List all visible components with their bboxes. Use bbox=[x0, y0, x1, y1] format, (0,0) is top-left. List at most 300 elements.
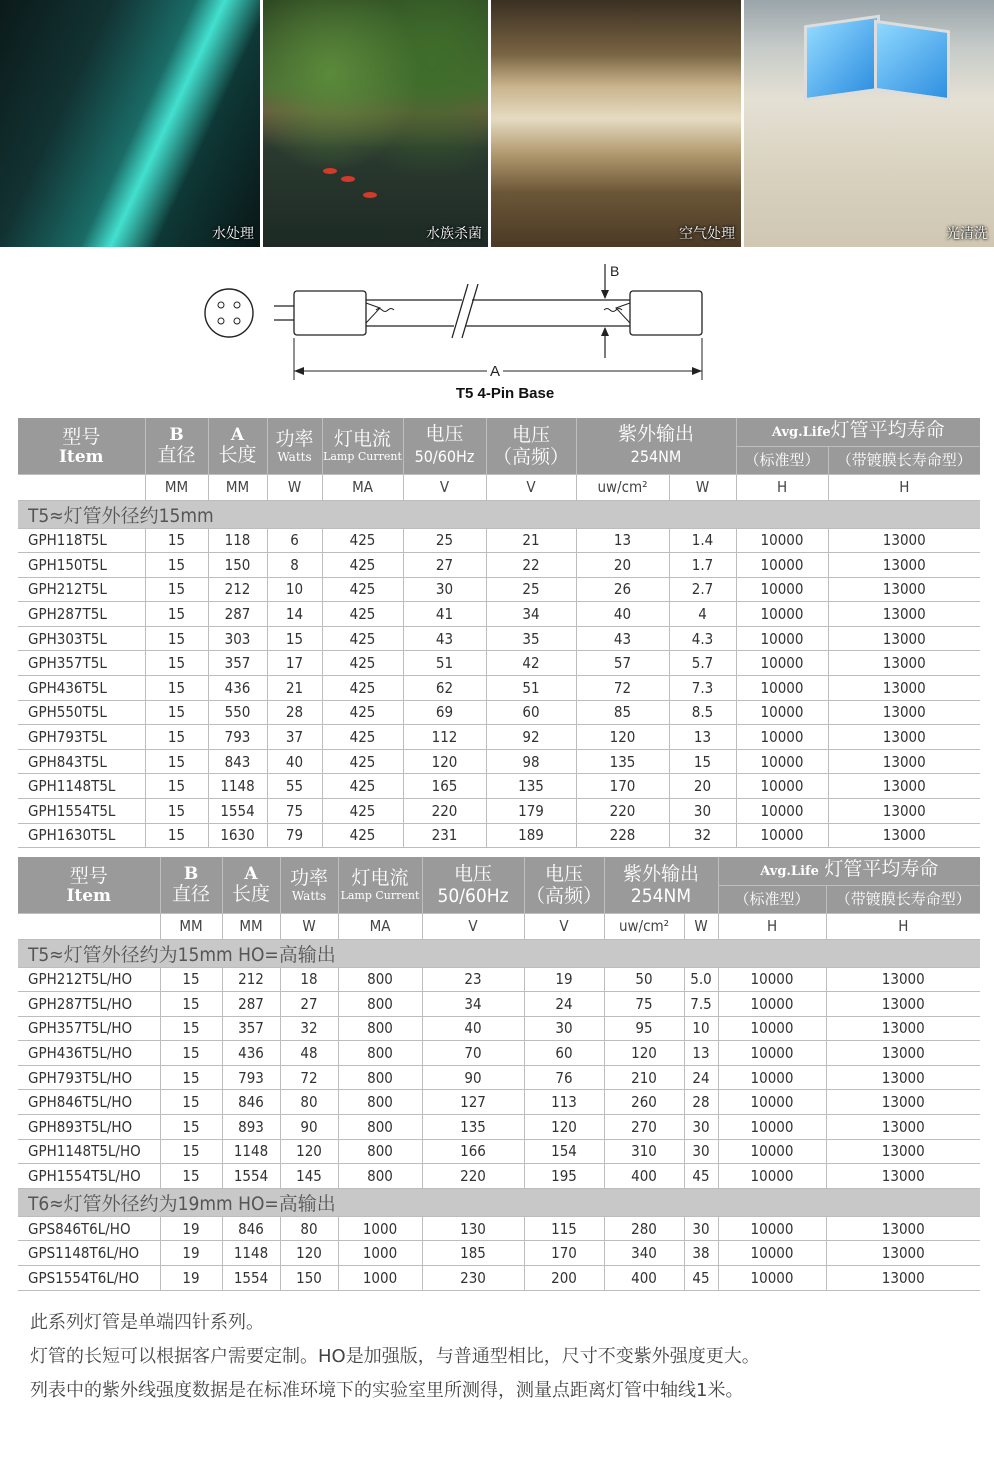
item-model-cell: GPH303T5L bbox=[18, 626, 145, 651]
spec-cell: 30 bbox=[684, 1139, 718, 1164]
spec-cell: 13000 bbox=[828, 651, 980, 676]
header-model bbox=[18, 418, 145, 474]
spec-cell: 38 bbox=[684, 1241, 718, 1266]
section-title: T6≈灯管外径约为19mm HO=高输出 bbox=[18, 1188, 980, 1216]
header-uv-cn: 紫外输出 bbox=[618, 423, 695, 446]
header-power-cn: 功率 bbox=[289, 866, 328, 889]
spec-cell: 13000 bbox=[826, 1090, 980, 1115]
spec-cell: 120 bbox=[576, 725, 669, 750]
spec-cell: 310 bbox=[604, 1139, 684, 1164]
spec-cell: 13000 bbox=[828, 626, 980, 651]
header-life-coated: （带镀膜长寿命型） bbox=[826, 885, 980, 913]
spec-cell: 69 bbox=[403, 700, 486, 725]
application-photo-strip bbox=[0, 0, 994, 247]
spec-cell: 220 bbox=[422, 1164, 524, 1189]
spec-cell: 15 bbox=[160, 1041, 222, 1066]
spec-cell: 130 bbox=[422, 1216, 524, 1241]
pin-dot bbox=[234, 302, 240, 308]
spec-cell: 1000 bbox=[338, 1216, 422, 1241]
spec-cell: 287 bbox=[208, 602, 267, 627]
spec-cell: 62 bbox=[403, 676, 486, 701]
header-model-en: Item bbox=[66, 885, 112, 906]
pin-dot bbox=[218, 302, 224, 308]
table-row bbox=[18, 1041, 980, 1066]
header-life-cn: 灯管平均寿命 bbox=[830, 419, 945, 442]
header-voltage-sub: 50/60Hz bbox=[437, 884, 509, 907]
spec-cell: 15 bbox=[669, 749, 736, 774]
spec-cell: 127 bbox=[422, 1090, 524, 1115]
spec-cell: 220 bbox=[576, 799, 669, 824]
spec-cell: 800 bbox=[338, 1164, 422, 1189]
spec-cell: 13000 bbox=[828, 602, 980, 627]
spec-cell: 5.7 bbox=[669, 651, 736, 676]
unit-cell: V bbox=[486, 474, 576, 500]
spec-cell: 843 bbox=[208, 749, 267, 774]
spec-cell: 893 bbox=[222, 1115, 280, 1140]
item-model-cell: GPH846T5L/HO bbox=[18, 1090, 160, 1115]
header-life-standard: （标准型） bbox=[718, 885, 826, 913]
header-power bbox=[267, 418, 322, 474]
table-row bbox=[18, 799, 980, 824]
header-hf-voltage bbox=[524, 857, 604, 913]
spec-cell: 13 bbox=[669, 725, 736, 750]
unit-cell: W bbox=[280, 913, 338, 939]
table-row bbox=[18, 1216, 980, 1241]
spec-cell: 550 bbox=[208, 700, 267, 725]
table-row bbox=[18, 725, 980, 750]
spec-cell: 1554 bbox=[222, 1164, 280, 1189]
spec-cell: 15 bbox=[160, 1164, 222, 1189]
spec-cell: 135 bbox=[486, 774, 576, 799]
spec-cell: 6 bbox=[267, 528, 322, 553]
spec-cell: 45 bbox=[684, 1164, 718, 1189]
spec-cell: 25 bbox=[486, 577, 576, 602]
spec-cell: 15 bbox=[145, 676, 208, 701]
table-row bbox=[18, 553, 980, 578]
spec-cell: 189 bbox=[486, 823, 576, 848]
header-power-en: Watts bbox=[277, 449, 312, 464]
header-life-avg: Avg.Life bbox=[771, 425, 831, 441]
header-hf-sub: （高频） bbox=[525, 884, 602, 907]
spec-cell: 57 bbox=[576, 651, 669, 676]
spec-cell: 113 bbox=[524, 1090, 604, 1115]
spec-cell: 15 bbox=[145, 602, 208, 627]
table-row bbox=[18, 774, 980, 799]
dimension-a-label: A bbox=[490, 363, 501, 380]
spec-cell: 19 bbox=[160, 1266, 222, 1291]
item-model-cell: GPH1148T5L/HO bbox=[18, 1139, 160, 1164]
spec-cell: 425 bbox=[322, 749, 403, 774]
spec-cell: 10000 bbox=[718, 1216, 826, 1241]
spec-cell: 425 bbox=[322, 528, 403, 553]
spec-cell: 112 bbox=[403, 725, 486, 750]
spec-cell: 115 bbox=[524, 1216, 604, 1241]
note-line: 灯管的长短可以根据客户需要定制。HO是加强版，与普通型相比，尺寸不变紫外强度更大。 bbox=[30, 1346, 760, 1367]
spec-cell: 50 bbox=[604, 967, 684, 992]
spec-cell: 1554 bbox=[208, 799, 267, 824]
photo-air-treatment bbox=[491, 0, 741, 247]
spec-cell: 7.5 bbox=[684, 992, 718, 1017]
item-model-cell: GPH118T5L bbox=[18, 528, 145, 553]
table-body bbox=[18, 528, 980, 848]
spec-cell: 8.5 bbox=[669, 700, 736, 725]
spec-cell: 846 bbox=[222, 1216, 280, 1241]
spec-cell: 15 bbox=[160, 1016, 222, 1041]
spec-cell: 15 bbox=[145, 528, 208, 553]
spec-cell: 13000 bbox=[826, 1016, 980, 1041]
spec-cell: 287 bbox=[222, 992, 280, 1017]
notes bbox=[30, 1306, 970, 1408]
spec-cell: 95 bbox=[604, 1016, 684, 1041]
spec-cell: 800 bbox=[338, 1139, 422, 1164]
header-voltage-cn: 电压 bbox=[425, 423, 464, 446]
unit-cell: W bbox=[267, 474, 322, 500]
spec-cell: 30 bbox=[524, 1016, 604, 1041]
table-row bbox=[18, 749, 980, 774]
photo-water-treatment bbox=[0, 0, 260, 247]
spec-cell: 35 bbox=[486, 626, 576, 651]
spec-cell: 72 bbox=[576, 676, 669, 701]
spec-cell: 7.3 bbox=[669, 676, 736, 701]
spec-cell: 13000 bbox=[828, 749, 980, 774]
table-row bbox=[18, 1241, 980, 1266]
table-row bbox=[18, 602, 980, 627]
spec-cell: 10000 bbox=[718, 1164, 826, 1189]
table-row bbox=[18, 1115, 980, 1140]
spec-cell: 400 bbox=[604, 1266, 684, 1291]
spec-cell: 13000 bbox=[828, 577, 980, 602]
spec-cell: 10000 bbox=[736, 799, 828, 824]
table-row bbox=[18, 1164, 980, 1189]
pin-base-circle bbox=[205, 289, 253, 337]
table-row bbox=[18, 676, 980, 701]
spec-cell: 15 bbox=[145, 577, 208, 602]
spec-cell: 793 bbox=[222, 1065, 280, 1090]
spec-cell: 425 bbox=[322, 651, 403, 676]
spec-cell: 10000 bbox=[736, 774, 828, 799]
spec-cell: 436 bbox=[222, 1041, 280, 1066]
spec-cell: 13000 bbox=[828, 799, 980, 824]
spec-cell: 1.7 bbox=[669, 553, 736, 578]
spec-cell: 2.7 bbox=[669, 577, 736, 602]
item-model-cell: GPH1148T5L bbox=[18, 774, 145, 799]
photo-light-cleaning bbox=[744, 0, 994, 247]
item-model-cell: GPH793T5L/HO bbox=[18, 1065, 160, 1090]
item-model-cell: GPH893T5L/HO bbox=[18, 1115, 160, 1140]
note-line: 列表中的紫外线强度数据是在标准环境下的实验室里所测得，测量点距离灯管中轴线1米。 bbox=[30, 1380, 744, 1401]
spec-cell: 10 bbox=[684, 1016, 718, 1041]
left-end-cap bbox=[294, 291, 366, 335]
header-current bbox=[322, 418, 403, 474]
photo-caption: 空气处理 bbox=[679, 226, 735, 242]
header-diameter bbox=[145, 418, 208, 474]
spec-cell: 21 bbox=[486, 528, 576, 553]
item-model-cell: GPH287T5L bbox=[18, 602, 145, 627]
spec-cell: 75 bbox=[604, 992, 684, 1017]
section-title: T5≈灯管外径约15mm bbox=[18, 500, 980, 528]
unit-cell: H bbox=[718, 913, 826, 939]
spec-cell: 1630 bbox=[208, 823, 267, 848]
unit-cell: W bbox=[684, 913, 718, 939]
spec-table-high-output bbox=[18, 857, 980, 1291]
spec-cell: 425 bbox=[322, 676, 403, 701]
item-model-cell: GPH212T5L/HO bbox=[18, 967, 160, 992]
table-body bbox=[18, 967, 980, 1188]
spec-cell: 135 bbox=[576, 749, 669, 774]
header-voltage-sub: 50/60Hz bbox=[414, 447, 475, 467]
spec-cell: 15 bbox=[145, 725, 208, 750]
spec-cell: 13000 bbox=[826, 967, 980, 992]
spec-cell: 19 bbox=[524, 967, 604, 992]
unit-cell: V bbox=[524, 913, 604, 939]
spec-cell: 32 bbox=[669, 823, 736, 848]
spec-cell: 15 bbox=[160, 992, 222, 1017]
spec-cell: 43 bbox=[576, 626, 669, 651]
spec-cell: 120 bbox=[403, 749, 486, 774]
unit-cell: H bbox=[736, 474, 828, 500]
spec-cell: 1148 bbox=[208, 774, 267, 799]
spec-cell: 436 bbox=[208, 676, 267, 701]
spec-cell: 27 bbox=[280, 992, 338, 1017]
spec-cell: 15 bbox=[267, 626, 322, 651]
spec-cell: 220 bbox=[403, 799, 486, 824]
table-row bbox=[18, 700, 980, 725]
spec-cell: 1554 bbox=[222, 1266, 280, 1291]
spec-cell: 185 bbox=[422, 1241, 524, 1266]
header-a-cn: 长度 bbox=[218, 443, 257, 466]
spec-cell: 154 bbox=[524, 1139, 604, 1164]
header-hf-cn: 电压 bbox=[544, 862, 583, 885]
unit-cell: H bbox=[826, 913, 980, 939]
header-b-letter: B bbox=[183, 863, 199, 884]
spec-cell: 85 bbox=[576, 700, 669, 725]
spec-cell: 19 bbox=[160, 1241, 222, 1266]
spec-cell: 10000 bbox=[718, 1041, 826, 1066]
spec-cell: 15 bbox=[160, 1065, 222, 1090]
spec-cell: 98 bbox=[486, 749, 576, 774]
spec-cell: 51 bbox=[486, 676, 576, 701]
dimension-b-arrow bbox=[601, 290, 609, 299]
pin-dot bbox=[218, 318, 224, 324]
unit-cell: V bbox=[403, 474, 486, 500]
spec-cell: 13000 bbox=[826, 992, 980, 1017]
item-model-cell: GPH550T5L bbox=[18, 700, 145, 725]
spec-cell: 32 bbox=[280, 1016, 338, 1041]
header-life-cn: 灯管平均寿命 bbox=[824, 858, 939, 881]
spec-cell: 45 bbox=[684, 1266, 718, 1291]
header-voltage bbox=[403, 418, 486, 474]
spec-cell: 10000 bbox=[736, 823, 828, 848]
table-row bbox=[18, 1090, 980, 1115]
header-a-letter: A bbox=[244, 863, 258, 884]
spec-cell: 26 bbox=[576, 577, 669, 602]
photo-caption: 水处理 bbox=[212, 226, 254, 242]
header-length bbox=[222, 857, 280, 913]
spec-cell: 72 bbox=[280, 1065, 338, 1090]
item-model-cell: GPH150T5L bbox=[18, 553, 145, 578]
spec-cell: 120 bbox=[280, 1241, 338, 1266]
header-current-cn: 灯电流 bbox=[351, 866, 409, 889]
filament-lead bbox=[616, 303, 630, 323]
photo-aquarium bbox=[263, 0, 488, 247]
spec-cell: 13 bbox=[684, 1041, 718, 1066]
item-model-cell: GPH287T5L/HO bbox=[18, 992, 160, 1017]
spec-cell: 10000 bbox=[718, 1016, 826, 1041]
spec-cell: 10000 bbox=[736, 602, 828, 627]
header-hf-cn: 电压 bbox=[511, 423, 550, 446]
spec-cell: 13000 bbox=[826, 1115, 980, 1140]
spec-cell: 10000 bbox=[736, 553, 828, 578]
unit-cell: V bbox=[422, 913, 524, 939]
table-row bbox=[18, 967, 980, 992]
spec-cell: 10000 bbox=[736, 676, 828, 701]
spec-cell: 120 bbox=[524, 1115, 604, 1140]
spec-cell: 425 bbox=[322, 577, 403, 602]
spec-cell: 15 bbox=[145, 823, 208, 848]
unit-cell: MM bbox=[145, 474, 208, 500]
spec-cell: 120 bbox=[604, 1041, 684, 1066]
spec-cell: 400 bbox=[604, 1164, 684, 1189]
spec-cell: 15 bbox=[160, 1090, 222, 1115]
spec-cell: 179 bbox=[486, 799, 576, 824]
spec-cell: 425 bbox=[322, 774, 403, 799]
spec-cell: 60 bbox=[486, 700, 576, 725]
fish-shape bbox=[341, 176, 355, 182]
item-model-cell: GPH793T5L bbox=[18, 725, 145, 750]
spec-cell: 800 bbox=[338, 967, 422, 992]
spec-cell: 165 bbox=[403, 774, 486, 799]
right-end-cap bbox=[630, 291, 702, 335]
spec-cell: 15 bbox=[160, 967, 222, 992]
spec-cell: 13000 bbox=[826, 1241, 980, 1266]
spec-cell: 5.0 bbox=[684, 967, 718, 992]
spec-cell: 15 bbox=[145, 651, 208, 676]
spec-cell: 30 bbox=[684, 1216, 718, 1241]
unit-cell: MA bbox=[338, 913, 422, 939]
spec-cell: 13000 bbox=[828, 528, 980, 553]
spec-cell: 425 bbox=[322, 553, 403, 578]
spec-cell: 425 bbox=[322, 725, 403, 750]
spec-cell: 145 bbox=[280, 1164, 338, 1189]
header-lifetime bbox=[718, 857, 980, 885]
spec-cell: 15 bbox=[145, 774, 208, 799]
header-model-en: Item bbox=[58, 446, 104, 467]
spec-cell: 90 bbox=[422, 1065, 524, 1090]
item-model-cell: GPH357T5L bbox=[18, 651, 145, 676]
spec-cell: 42 bbox=[486, 651, 576, 676]
filament-lead bbox=[366, 303, 380, 323]
spec-cell: 41 bbox=[403, 602, 486, 627]
spec-cell: 25 bbox=[403, 528, 486, 553]
table-body bbox=[18, 1216, 980, 1290]
spec-cell: 51 bbox=[403, 651, 486, 676]
spec-cell: 40 bbox=[576, 602, 669, 627]
header-a-letter: A bbox=[230, 424, 245, 445]
header-b-cn: 直径 bbox=[171, 882, 210, 905]
unit-cell: uw/cm² bbox=[604, 913, 684, 939]
uv-panel-shape bbox=[804, 15, 880, 102]
spec-cell: 10000 bbox=[718, 1065, 826, 1090]
spec-cell: 228 bbox=[576, 823, 669, 848]
spec-cell: 800 bbox=[338, 1115, 422, 1140]
table-row bbox=[18, 651, 980, 676]
table-row bbox=[18, 528, 980, 553]
diagram-title: T5 4-Pin Base bbox=[455, 385, 555, 402]
spec-cell: 15 bbox=[145, 799, 208, 824]
spec-cell: 231 bbox=[403, 823, 486, 848]
unit-cell: MM bbox=[208, 474, 267, 500]
spec-cell: 92 bbox=[486, 725, 576, 750]
unit-cell: uw/cm² bbox=[576, 474, 669, 500]
spec-cell: 10000 bbox=[736, 749, 828, 774]
spec-cell: 260 bbox=[604, 1090, 684, 1115]
spec-cell: 21 bbox=[267, 676, 322, 701]
table-row bbox=[18, 1016, 980, 1041]
header-uv-sub: 254NM bbox=[630, 884, 692, 907]
spec-cell: 13000 bbox=[828, 823, 980, 848]
header-life-avg: Avg.Life bbox=[760, 864, 819, 880]
spec-cell: 34 bbox=[486, 602, 576, 627]
spec-cell: 170 bbox=[524, 1241, 604, 1266]
spec-cell: 90 bbox=[280, 1115, 338, 1140]
unit-cell: W bbox=[669, 474, 736, 500]
item-model-cell: GPS846T6L/HO bbox=[18, 1216, 160, 1241]
spec-cell: 75 bbox=[267, 799, 322, 824]
spec-cell: 118 bbox=[208, 528, 267, 553]
dimension-a-arrow bbox=[294, 367, 304, 375]
dimension-a-arrow bbox=[692, 367, 702, 375]
spec-cell: 800 bbox=[338, 1090, 422, 1115]
spec-cell: 13000 bbox=[828, 676, 980, 701]
unit-cell: MM bbox=[160, 913, 222, 939]
unit-cell bbox=[18, 474, 145, 500]
spec-cell: 340 bbox=[604, 1241, 684, 1266]
spec-cell: 425 bbox=[322, 823, 403, 848]
spec-cell: 212 bbox=[222, 967, 280, 992]
spec-cell: 13000 bbox=[826, 1065, 980, 1090]
spec-cell: 13000 bbox=[828, 774, 980, 799]
photo-caption: 水族杀菌 bbox=[426, 226, 482, 242]
header-life-standard: （标准型） bbox=[736, 446, 828, 474]
spec-cell: 357 bbox=[222, 1016, 280, 1041]
spec-cell: 150 bbox=[280, 1266, 338, 1291]
spec-cell: 10000 bbox=[718, 967, 826, 992]
spec-cell: 34 bbox=[422, 992, 524, 1017]
item-model-cell: GPS1554T6L/HO bbox=[18, 1266, 160, 1291]
spec-cell: 80 bbox=[280, 1090, 338, 1115]
spec-cell: 10000 bbox=[736, 700, 828, 725]
spec-cell: 10000 bbox=[736, 577, 828, 602]
spec-cell: 1000 bbox=[338, 1266, 422, 1291]
spec-cell: 212 bbox=[208, 577, 267, 602]
spec-cell: 10000 bbox=[736, 725, 828, 750]
spec-cell: 15 bbox=[145, 749, 208, 774]
header-voltage bbox=[422, 857, 524, 913]
spec-cell: 23 bbox=[422, 967, 524, 992]
spec-cell: 13 bbox=[576, 528, 669, 553]
spec-cell: 170 bbox=[576, 774, 669, 799]
pin-dot bbox=[234, 318, 240, 324]
header-life-coated: （带镀膜长寿命型） bbox=[828, 446, 980, 474]
spec-cell: 800 bbox=[338, 1041, 422, 1066]
unit-cell: MA bbox=[322, 474, 403, 500]
spec-cell: 10000 bbox=[718, 1090, 826, 1115]
header-model-cn: 型号 bbox=[62, 425, 101, 448]
spec-cell: 280 bbox=[604, 1216, 684, 1241]
spec-cell: 40 bbox=[422, 1016, 524, 1041]
header-b-cn: 直径 bbox=[157, 443, 196, 466]
header-hf-sub: （高频） bbox=[492, 445, 569, 468]
